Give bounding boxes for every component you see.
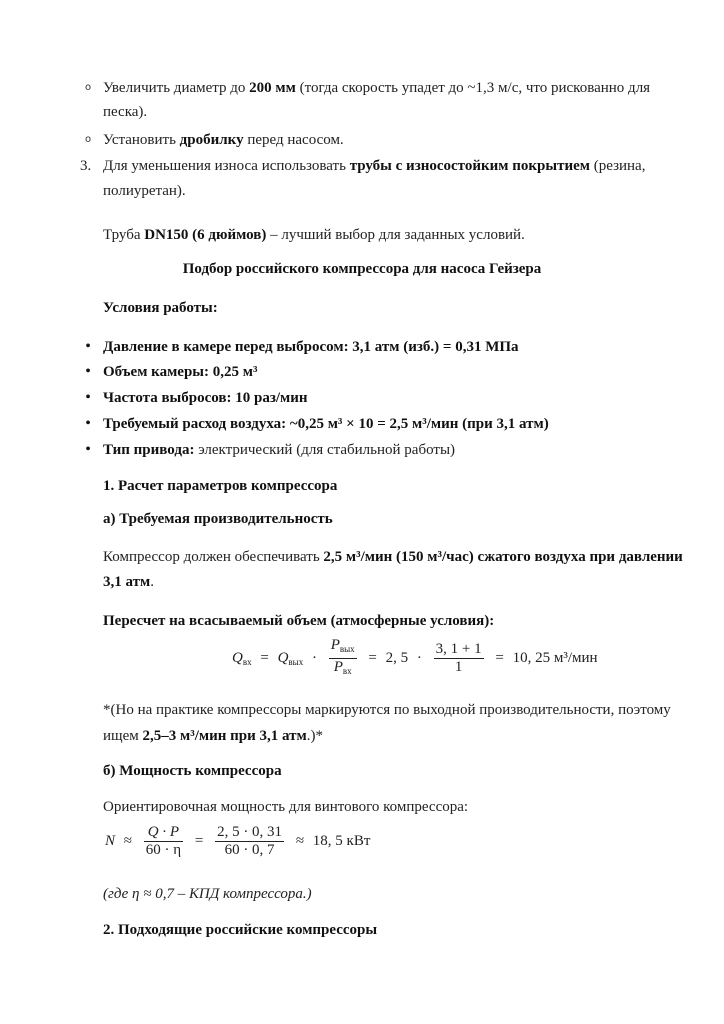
bold-text: 3,1 атм — [103, 574, 151, 590]
productivity-text-line2 — [103, 572, 154, 592]
denominator: 1 — [454, 659, 463, 675]
subscript: вх — [242, 656, 252, 667]
bold-text: Частота выбросов: 10 раз/мин — [103, 390, 308, 406]
condition-volume — [103, 362, 257, 382]
text: Увеличить диаметр до — [103, 80, 250, 96]
recalc-heading — [103, 611, 494, 631]
list-item-wear — [103, 156, 645, 176]
denominator: 60 · 0, 7 — [224, 842, 275, 858]
sub-bullet-marker: o — [84, 134, 92, 145]
condition-frequency — [103, 388, 308, 408]
fraction-general — [144, 824, 183, 859]
heading-text: б) Мощность компрессора — [103, 763, 282, 779]
bullet-marker: • — [85, 389, 91, 406]
condition-drive — [103, 440, 455, 460]
symbol: P — [330, 637, 340, 653]
list-number: 3. — [80, 158, 92, 174]
bullet-marker: • — [85, 338, 91, 355]
operator: = — [194, 832, 204, 849]
bullet-marker: • — [85, 415, 91, 432]
bullet-marker: • — [85, 441, 91, 458]
sub-bullet-diameter — [103, 78, 650, 98]
power-text: Ориентировочная мощность для винтового компрессора: — [103, 799, 469, 815]
numerator: 3, 1 + 1 — [435, 641, 482, 657]
result: 10, 25 м³/мин — [512, 649, 598, 666]
sub-bullet-crusher — [103, 130, 344, 150]
sub-bullet-marker: o — [84, 82, 92, 93]
operator: = — [260, 649, 269, 666]
text: – лучший выбор для заданных условий. — [266, 227, 525, 243]
text: Для уменьшения износа использовать — [103, 158, 350, 174]
fraction-pressure — [329, 637, 357, 680]
text: Труба — [103, 227, 145, 243]
text: (тогда скорость упадет до ~1,3 м/с, что рискованно для — [295, 80, 651, 96]
section-title — [0, 259, 724, 279]
numerator: Q · P — [144, 824, 183, 842]
section-title-text: Подбор российского компрессора для насоса Гейзера — [182, 261, 542, 277]
fraction-ratio — [434, 641, 484, 676]
result: 18, 5 кВт — [312, 832, 371, 849]
text: перед насосом. — [243, 132, 344, 148]
symbol: P — [333, 659, 343, 675]
text: Компрессор должен обеспечивать — [103, 549, 324, 565]
condition-pressure — [103, 337, 519, 357]
productivity-text — [103, 547, 683, 567]
operator: · — [416, 649, 422, 666]
heading-text: а) Требуемая производительность — [103, 511, 333, 527]
symbol: Q — [277, 649, 289, 666]
list-item-wear-line2: полиуретан). — [103, 183, 186, 199]
heading-text: Пересчет на всасываемый объем (атмосферные условия): — [103, 613, 495, 629]
bold-text: 2,5–3 м³/мин при 3,1 атм — [142, 728, 307, 744]
denominator: 60 · η — [145, 842, 182, 858]
pipe-conclusion — [103, 225, 525, 245]
operator: · — [311, 649, 317, 666]
text: ищем — [103, 728, 143, 744]
operator: = — [368, 649, 377, 666]
bold-text: DN150 (6 дюймов) — [144, 227, 267, 243]
bold-text: Требуемый расход воздуха: ~0,25 м³ × 10 = 2,5 м³/мин (при 3,1 атм) — [103, 416, 549, 432]
fraction-values — [215, 824, 284, 859]
bold-text: дробилку — [179, 132, 244, 148]
power-heading — [103, 761, 282, 781]
efficiency-note — [103, 884, 312, 904]
symbol: N — [105, 832, 116, 849]
symbol: Q — [232, 649, 243, 666]
text: .)* — [306, 728, 323, 744]
bold-text: трубы с износостойким покрытием — [349, 158, 590, 174]
subscript: вх — [342, 666, 352, 676]
footnote: *(Но на практике компрессоры маркируются по выходной производительности, поэтому — [103, 702, 671, 718]
bold-text: Тип привода: — [103, 442, 195, 458]
bullet-marker: • — [85, 363, 91, 380]
bold-text: Объем камеры: 0,25 м³ — [103, 364, 258, 380]
text: Установить — [103, 132, 180, 148]
heading-text: 1. Расчет параметров компрессора — [103, 478, 338, 494]
footnote-line2 — [103, 726, 323, 746]
sub-bullet-diameter-line2: песка). — [103, 104, 148, 120]
numerator: 2, 5 · 0, 31 — [217, 824, 283, 840]
text: электрический (для стабильной работы) — [194, 442, 456, 458]
bold-text: Давление в камере перед выбросом: 3,1 атм (изб.) = 0,31 МПа — [103, 339, 519, 355]
conditions-title-text: Условия работы: — [103, 300, 218, 316]
operator: = — [495, 649, 504, 666]
heading-text: 2. Подходящие российские компрессоры — [103, 922, 378, 938]
bold-text: 200 мм — [249, 80, 296, 96]
subscript: вых — [288, 656, 304, 667]
conditions-title — [103, 298, 218, 318]
operator: ≈ — [123, 832, 132, 849]
value: 2, 5 — [385, 649, 409, 666]
text: (резина, — [589, 158, 646, 174]
bold-text: 2,5 м³/мин (150 м³/час) сжатого воздуха при давлении — [323, 549, 683, 565]
formula-power — [105, 824, 370, 859]
subscript: вых — [339, 644, 355, 654]
condition-airflow — [103, 414, 549, 434]
text: . — [150, 574, 154, 590]
italic-text: (где η ≈ 0,7 – КПД компрессора.) — [103, 886, 312, 902]
productivity-heading — [103, 509, 333, 529]
formula-intake-volume — [232, 637, 598, 680]
operator: ≈ — [295, 832, 305, 849]
calc-heading — [103, 476, 337, 496]
suitable-compressors-heading — [103, 920, 377, 940]
